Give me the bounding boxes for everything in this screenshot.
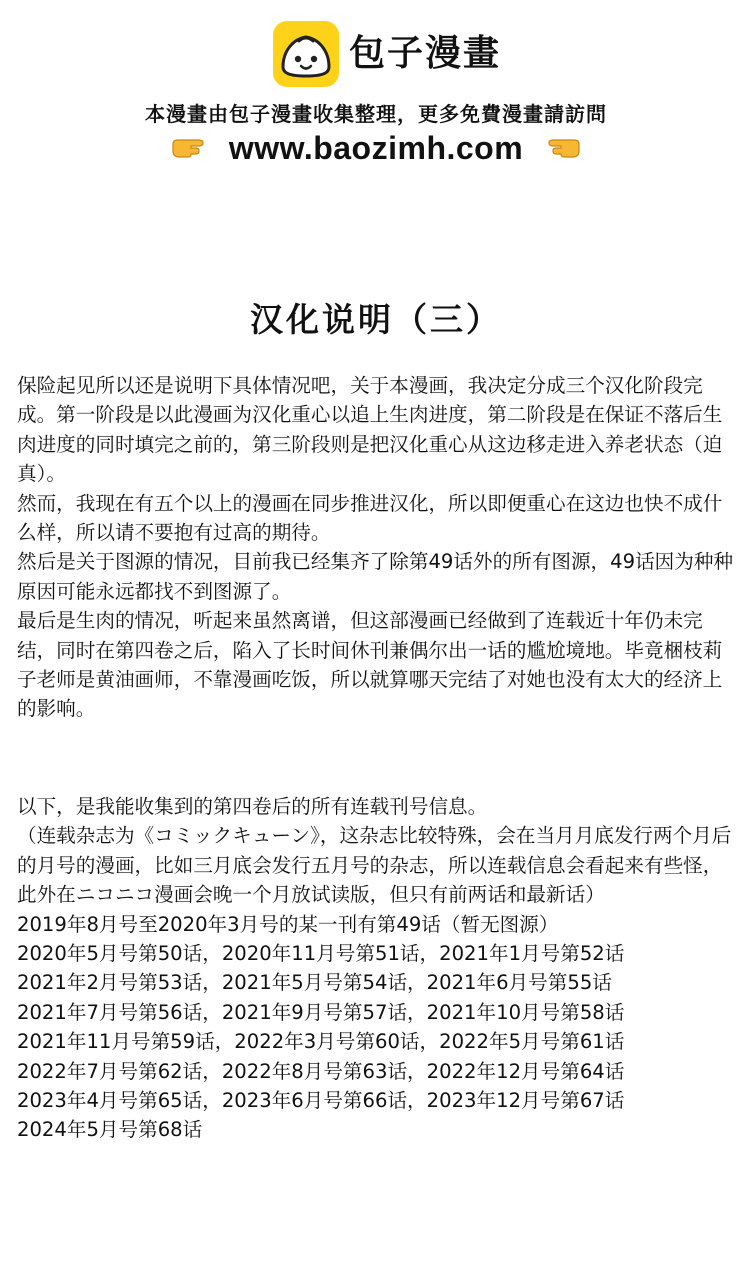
site-watermark-header xyxy=(0,0,752,200)
issue-line: 2023年4月号第65话，2023年6月号第66话，2023年12月号第67话 xyxy=(17,1089,625,1113)
brand xyxy=(273,20,501,88)
paragraph-progress: 然而，我现在有五个以上的漫画在同步推进汉化，所以即便重心在这边也快不成什么样，所以请不要抱有过高的期待。 xyxy=(17,491,723,545)
pointing-right-hand-icon xyxy=(169,134,213,162)
issue-line: 2021年11月号第59话，2022年3月号第60话，2022年5月号第61话 xyxy=(17,1030,625,1054)
page-title: 汉化说明（三） xyxy=(250,300,502,339)
paragraph-image-source: 然后是关于图源的情况，目前我已经集齐了除第49话外的所有图源，49话因为种种原因可能永远都找不到图源了。 xyxy=(17,550,734,603)
paragraph-stages: 保险起见所以还是说明下具体情况吧，关于本漫画，我决定分成三个汉化阶段完成。第一阶段是以此漫画为汉化重心以追上生肉进度，第二阶段是在保证不落后生肉进度的同时填完之前的，第三阶段则是把汉化重心从这边移走进入养老状态（迫真）。 xyxy=(17,374,723,486)
pointing-left-hand-icon xyxy=(539,134,583,162)
bun-logo-icon xyxy=(273,21,339,87)
serialization-note: （连载杂志为《コミックキューン》，这杂志比较特殊，会在当月月底发行两个月后的月号的漫画，比如三月底会发行五月号的杂志，所以连载信息会看起来有些怪，此外在ニコニコ漫画会晚一个月放试读版，但只有前两话和最新话） xyxy=(17,824,732,907)
site-url-link[interactable]: www.baozimh.com xyxy=(228,129,524,166)
issue-line: 2024年5月号第68话 xyxy=(17,1118,203,1142)
issue-line: 2020年5月号第50话，2020年11月号第51话，2021年1月号第52话 xyxy=(17,942,625,966)
serialization-info-section xyxy=(17,792,737,1145)
url-row xyxy=(0,128,752,168)
serialization-intro: 以下，是我能收集到的第四卷后的所有连载刊号信息。 xyxy=(17,795,488,818)
watermark-notice: 本漫畫由包子漫畫收集整理，更多免費漫畫請訪問 xyxy=(145,102,607,126)
brand-name: 包子漫畫 xyxy=(349,33,502,74)
explanation-section xyxy=(17,371,737,724)
issue-line: 2022年7月号第62话，2022年8月号第63话，2022年12月号第64话 xyxy=(17,1059,625,1083)
issue-line: 2021年2月号第53话，2021年5月号第54话，2021年6月号第55话 xyxy=(17,971,612,995)
issue-line: 2021年7月号第56话，2021年9月号第57话，2021年10月号第58话 xyxy=(17,1000,625,1024)
issue-line: 2019年8月号至2020年3月号的某一刊有第49话（暂无图源） xyxy=(17,912,559,936)
paragraph-raw-status: 最后是生肉的情况，听起来虽然离谱，但这部漫画已经做到了连载近十年仍未完结，同时在第四卷之后，陷入了长时间休刊兼偶尔出一话的尴尬境地。毕竟梱枝莉子老师是黄油画师，不靠漫画吃饭，所以就算哪天完结了对她也没有太大的经济上的影响。 xyxy=(17,609,723,721)
